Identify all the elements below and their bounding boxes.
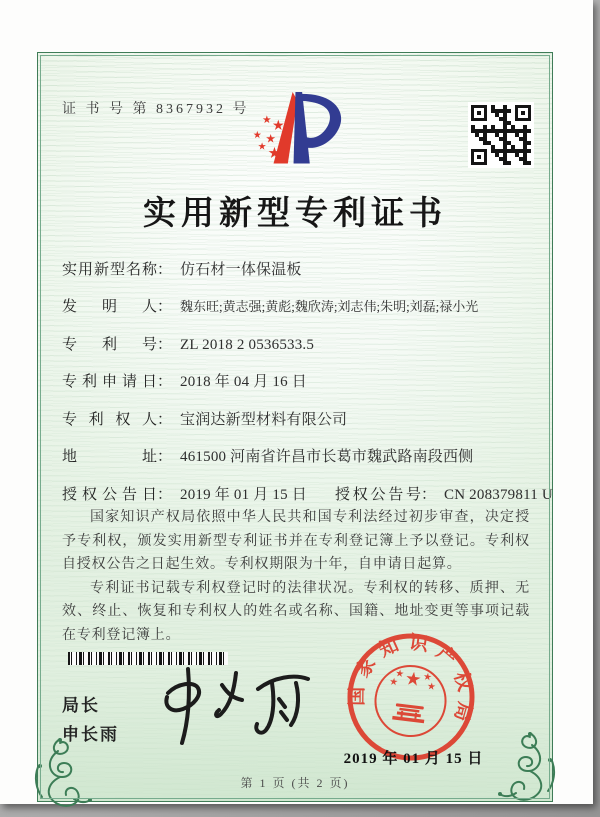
certificate-frame: [37, 52, 553, 802]
certificate-title: 实用新型专利证书: [143, 196, 447, 232]
certificate-number: 证 书 号 第 8367932 号: [62, 102, 250, 117]
legal-paragraph-2: 专利证书记载专利权登记时的法律状况。专利权的转移、质押、无效、终止、恢复和专利权人的姓名或名称、国籍、地址变更等事项记载在专利登记簿上。: [62, 580, 530, 643]
field-colon: ：: [157, 299, 173, 315]
qr-finder-icon: [515, 105, 531, 121]
field-colon: ：: [157, 337, 173, 353]
qr-finder-icon: [471, 149, 487, 165]
field-label: 授权公告号: [334, 487, 421, 503]
page-footer: 第 1 页 (共 2 页): [240, 776, 350, 790]
field-label: 专利权人: [62, 412, 157, 428]
field-colon: ：: [157, 487, 173, 503]
field-colon: ：: [157, 412, 173, 428]
qr-code: [468, 102, 534, 168]
legal-text: [62, 506, 530, 647]
field-value: 461500 河南省许昌市长葛市魏武路南段西侧: [180, 449, 474, 465]
field-value: 2018 年 04 月 16 日: [180, 374, 307, 390]
field-value: 2019 年 01 月 15 日: [180, 487, 307, 503]
field-row-patent-no: [62, 335, 314, 355]
field-colon: ：: [420, 487, 436, 503]
field-row-patentee: [62, 410, 347, 430]
qr-finder-icon: [471, 105, 487, 121]
field-row-filing-date: [62, 372, 307, 392]
commissioner-name: 申长雨: [62, 725, 119, 744]
cnipa-logo-icon: [243, 84, 367, 182]
legal-paragraph-1: 国家知识产权局依照中华人民共和国专利法经过初步审查，决定授予专利权，颁发实用新型专利证书并在专利登记簿上予以登记。专利权自授权公告之日起生效。专利权期限为十年，自申请日起算。: [62, 510, 530, 572]
seal-text: 国家知识产权局: [346, 632, 476, 724]
seal-date: 2019 年 01 月 15 日: [343, 751, 484, 767]
field-value: 仿石材一体保温板: [180, 262, 302, 278]
field-value: CN 208379811 U: [443, 487, 553, 503]
field-value: ZL 2018 2 0536533.5: [180, 337, 315, 353]
field-value: 魏东旺;黄志强;黄彪;魏欣涛;刘志伟;朱明;刘磊;禄小光: [180, 299, 479, 314]
field-colon: ：: [157, 262, 173, 278]
field-value: 宝润达新型材料有限公司: [180, 412, 348, 428]
field-row-grant: [62, 485, 553, 505]
field-label: 发明人: [62, 299, 157, 315]
field-colon: ：: [157, 374, 173, 390]
field-label: 地址: [62, 449, 157, 465]
commissioner-signature-icon: [138, 659, 318, 759]
national-emblem-icon: [372, 662, 450, 740]
field-row-name: [62, 260, 302, 280]
corner-ornament-right-icon: [498, 725, 560, 809]
commissioner-title: 局长: [62, 696, 100, 715]
corner-ornament-left-icon: [30, 737, 92, 809]
field-label: 实用新型名称: [62, 262, 157, 278]
field-label: 专利号: [62, 337, 157, 353]
field-label: 专利申请日: [62, 374, 157, 390]
field-row-inventors: [62, 297, 478, 317]
field-row-address: [62, 447, 473, 467]
field-label: 授权公告日: [62, 487, 157, 503]
field-colon: ：: [157, 449, 173, 465]
